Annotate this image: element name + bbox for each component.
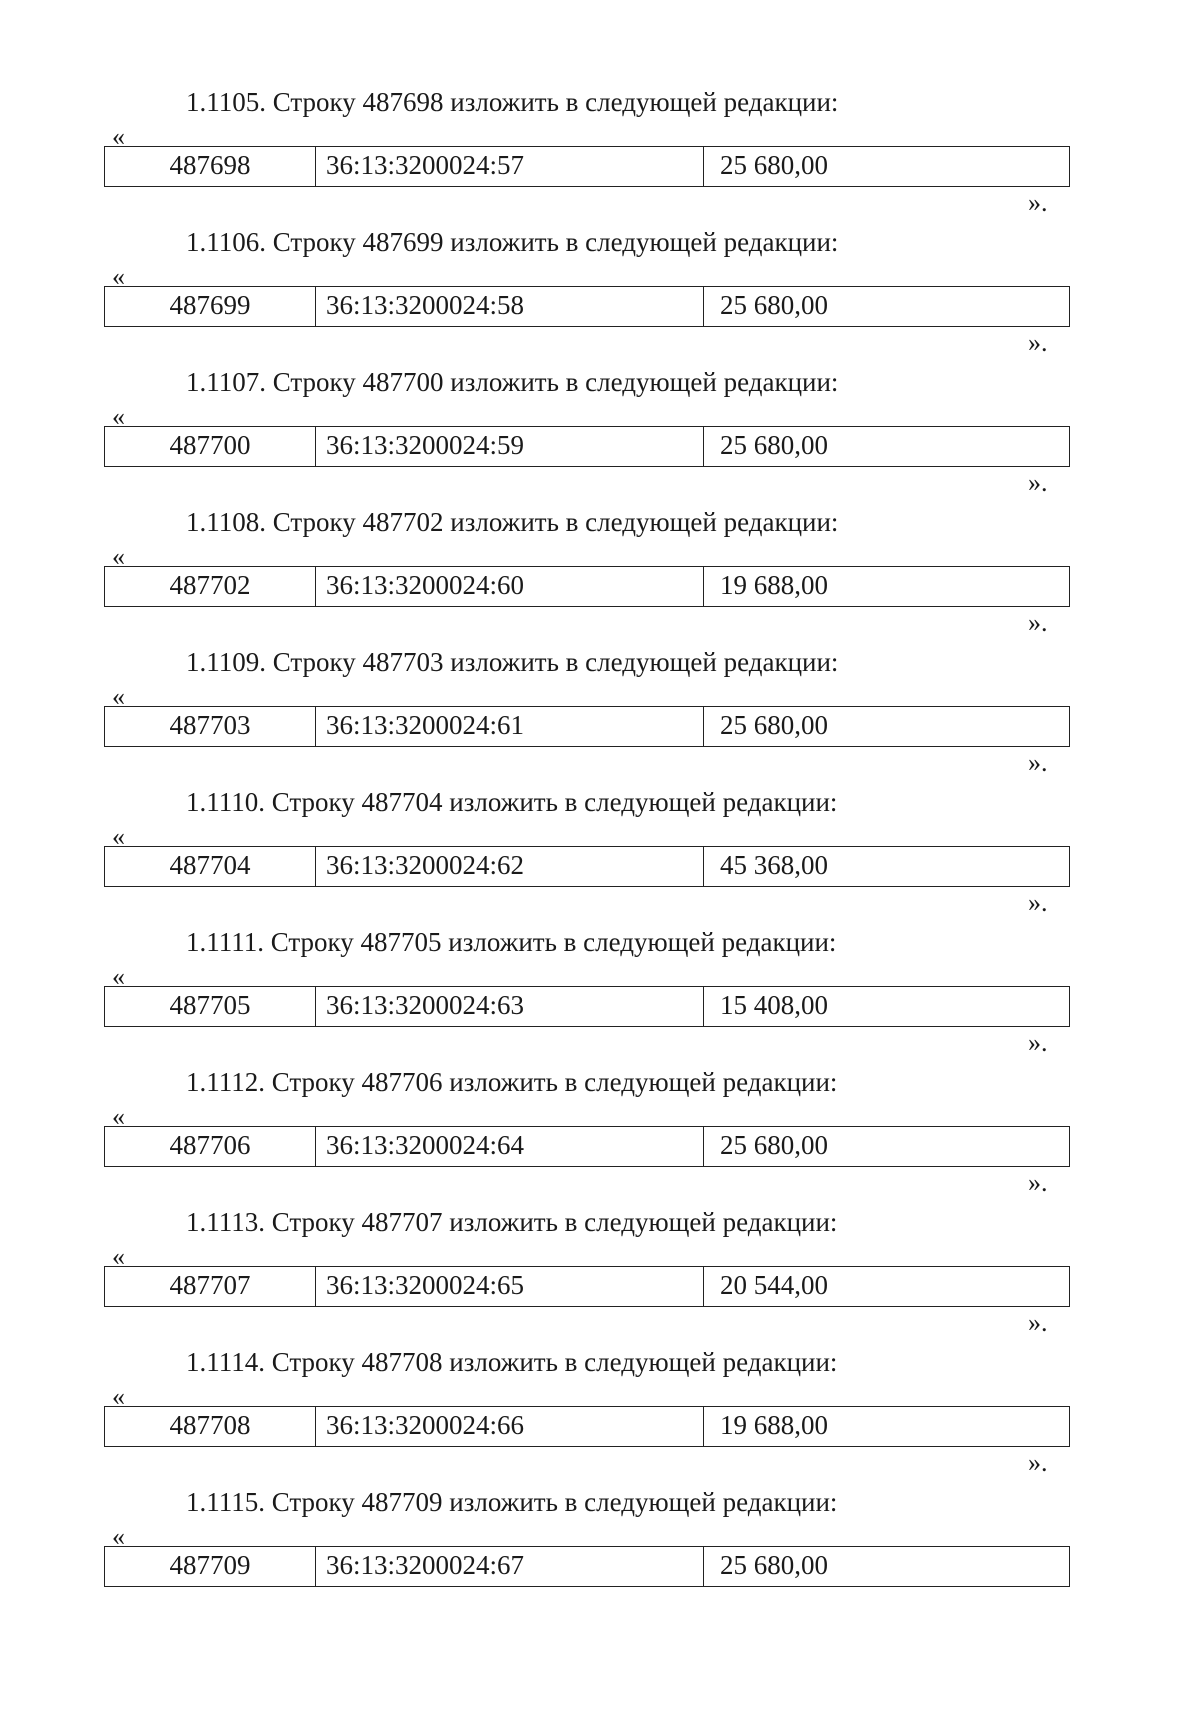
cadastral-number-cell: 36:13:3200024:61 (316, 707, 704, 746)
amount-cell: 15 408,00 (720, 990, 828, 1020)
close-quote: ». (1028, 888, 1048, 917)
open-quote: « (112, 1242, 125, 1271)
entry-1112 (0, 1066, 1200, 1206)
cadastral-number-cell: 36:13:3200024:65 (316, 1267, 704, 1306)
entry-1108 (0, 506, 1200, 646)
entry-heading: 1.1111. Строку 487705 изложить в следующей редакции: (186, 927, 837, 957)
row-number-cell: 487708 (105, 1407, 316, 1446)
entry-heading: 1.1114. Строку 487708 изложить в следующей редакции: (186, 1347, 838, 1377)
entry-heading: 1.1110. Строку 487704 изложить в следующей редакции: (186, 787, 838, 817)
cadastral-number-cell: 36:13:3200024:59 (316, 427, 704, 466)
row-table (104, 986, 1070, 1027)
entry-heading: 1.1105. Строку 487698 изложить в следующей редакции: (186, 87, 839, 117)
close-quote: ». (1028, 1168, 1048, 1197)
row-number-cell: 487707 (105, 1267, 316, 1306)
amount-cell: 20 544,00 (720, 1270, 828, 1300)
cadastral-number-cell: 36:13:3200024:67 (316, 1547, 704, 1586)
cadastral-number-cell: 36:13:3200024:62 (316, 847, 704, 886)
close-quote: ». (1028, 1448, 1048, 1477)
row-table (104, 426, 1070, 467)
entry-1109 (0, 646, 1200, 786)
entry-heading: 1.1113. Строку 487707 изложить в следующей редакции: (186, 1207, 838, 1237)
cadastral-number-cell: 36:13:3200024:58 (316, 287, 704, 326)
open-quote: « (112, 1522, 125, 1551)
entry-1110 (0, 786, 1200, 926)
entry-heading: 1.1107. Строку 487700 изложить в следующей редакции: (186, 367, 839, 397)
open-quote: « (112, 1382, 125, 1411)
row-table (104, 1266, 1070, 1307)
amount-cell: 19 688,00 (720, 1410, 828, 1440)
entry-heading: 1.1112. Строку 487706 изложить в следующей редакции: (186, 1067, 838, 1097)
amount-cell: 25 680,00 (720, 430, 828, 460)
open-quote: « (112, 822, 125, 851)
row-table (104, 146, 1070, 187)
entry-1114 (0, 1346, 1200, 1486)
amount-cell: 25 680,00 (720, 1550, 828, 1580)
row-number-cell: 487703 (105, 707, 316, 746)
open-quote: « (112, 402, 125, 431)
entry-heading: 1.1108. Строку 487702 изложить в следующей редакции: (186, 507, 839, 537)
close-quote: ». (1028, 608, 1048, 637)
row-number-cell: 487704 (105, 847, 316, 886)
open-quote: « (112, 542, 125, 571)
open-quote: « (112, 962, 125, 991)
cadastral-number-cell: 36:13:3200024:64 (316, 1127, 704, 1166)
open-quote: « (112, 682, 125, 711)
entry-heading: 1.1115. Строку 487709 изложить в следующей редакции: (186, 1487, 838, 1517)
amount-cell: 25 680,00 (720, 1130, 828, 1160)
cadastral-number-cell: 36:13:3200024:63 (316, 987, 704, 1026)
row-number-cell: 487709 (105, 1547, 316, 1586)
row-number-cell: 487702 (105, 567, 316, 606)
close-quote: ». (1028, 468, 1048, 497)
row-number-cell: 487705 (105, 987, 316, 1026)
entry-heading: 1.1106. Строку 487699 изложить в следующей редакции: (186, 227, 839, 257)
row-number-cell: 487698 (105, 147, 316, 186)
open-quote: « (112, 122, 125, 151)
row-number-cell: 487700 (105, 427, 316, 466)
entry-1113 (0, 1206, 1200, 1346)
amount-cell: 25 680,00 (720, 290, 828, 320)
open-quote: « (112, 262, 125, 291)
row-table (104, 566, 1070, 607)
row-table (104, 1406, 1070, 1447)
entry-1106 (0, 226, 1200, 366)
close-quote: ». (1028, 748, 1048, 777)
row-table (104, 1126, 1070, 1167)
amount-cell: 25 680,00 (720, 150, 828, 180)
close-quote: ». (1028, 328, 1048, 357)
entry-heading: 1.1109. Строку 487703 изложить в следующей редакции: (186, 647, 839, 677)
close-quote: ». (1028, 1308, 1048, 1337)
close-quote: ». (1028, 188, 1048, 217)
close-quote: ». (1028, 1028, 1048, 1057)
cadastral-number-cell: 36:13:3200024:66 (316, 1407, 704, 1446)
cadastral-number-cell: 36:13:3200024:60 (316, 567, 704, 606)
amount-cell: 19 688,00 (720, 570, 828, 600)
entry-1115 (0, 1486, 1200, 1626)
row-number-cell: 487706 (105, 1127, 316, 1166)
row-table (104, 286, 1070, 327)
row-table (104, 1546, 1070, 1587)
row-number-cell: 487699 (105, 287, 316, 326)
row-table (104, 706, 1070, 747)
amount-cell: 45 368,00 (720, 850, 828, 880)
entry-1111 (0, 926, 1200, 1066)
row-table (104, 846, 1070, 887)
amount-cell: 25 680,00 (720, 710, 828, 740)
cadastral-number-cell: 36:13:3200024:57 (316, 147, 704, 186)
entry-1105 (0, 86, 1200, 226)
entry-1107 (0, 366, 1200, 506)
open-quote: « (112, 1102, 125, 1131)
